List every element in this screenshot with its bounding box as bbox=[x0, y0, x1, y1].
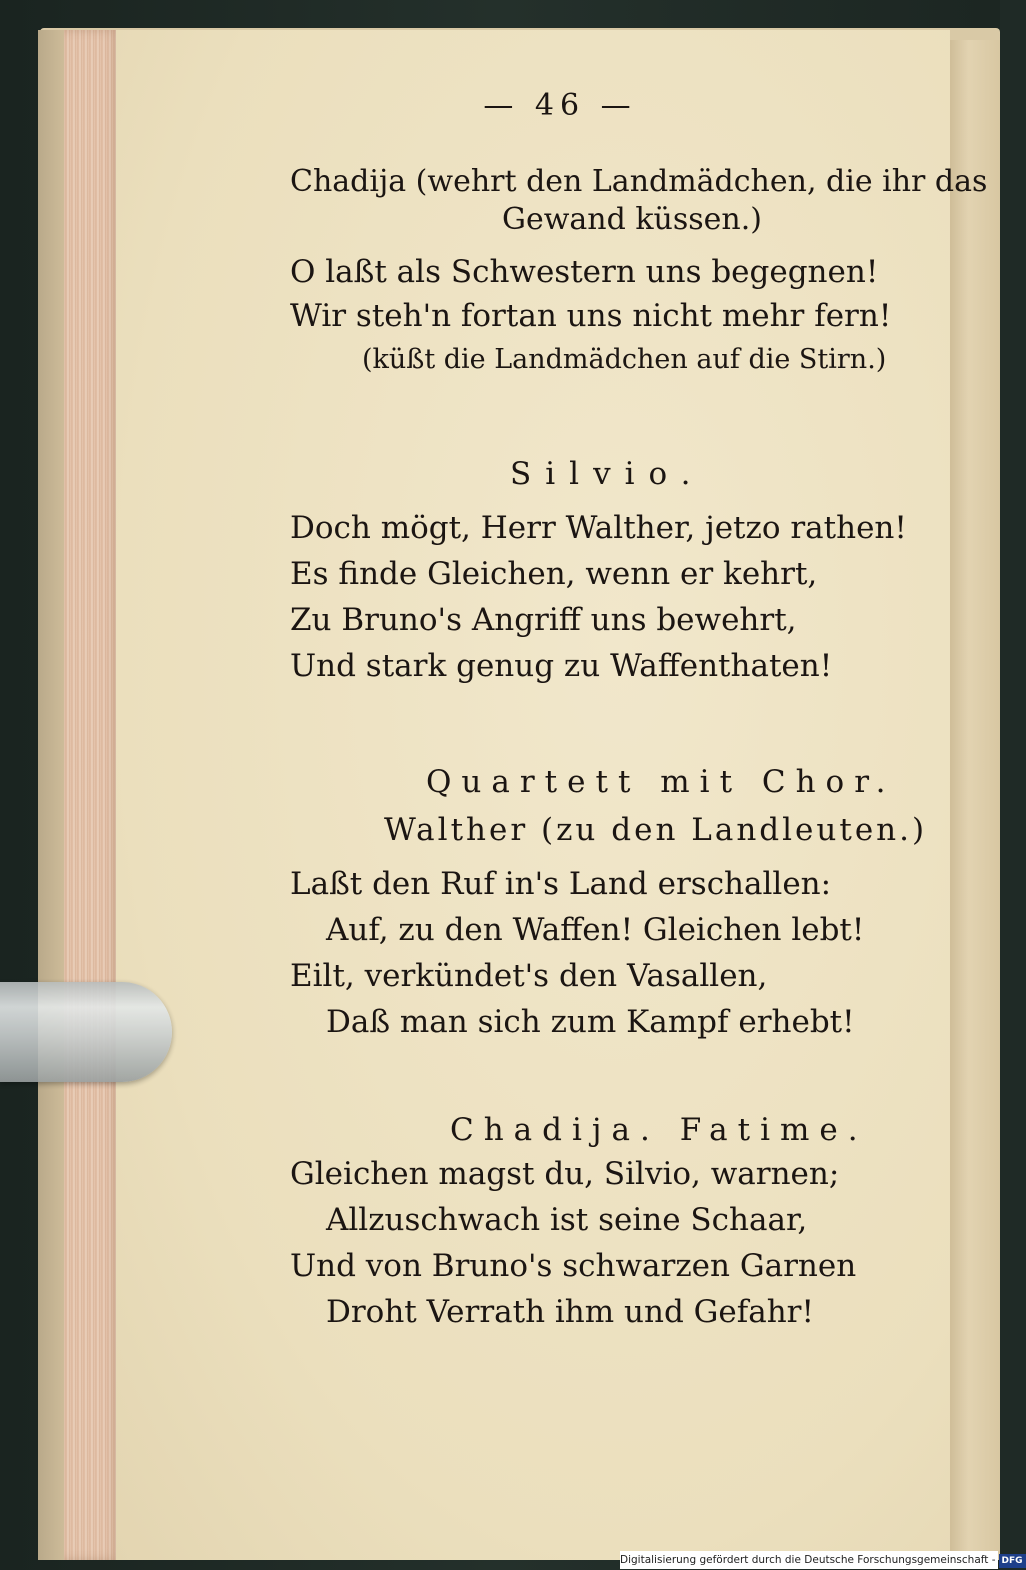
verse-line: Allzuschwach ist seine Schaar, bbox=[326, 1202, 808, 1238]
stage-direction-line: Chadija (wehrt den Landmädchen, die ihr das bbox=[290, 164, 988, 199]
verse-line: Gleichen magst du, Silvio, warnen; bbox=[290, 1156, 840, 1192]
speaker-heading: Walther (zu den Landleuten.) bbox=[384, 812, 928, 848]
scanner-finger-clamp bbox=[0, 982, 172, 1082]
stage-direction-line: (küßt die Landmädchen auf die Stirn.) bbox=[362, 344, 887, 375]
page-edges bbox=[64, 30, 120, 1560]
verse-line: Wir steh'n fortan uns nicht mehr fern! bbox=[290, 298, 892, 334]
verse-line: Auf, zu den Waffen! Gleichen lebt! bbox=[326, 912, 865, 948]
speaker-heading: Chadija. Fatime. bbox=[450, 1112, 868, 1148]
verse-line: Es finde Gleichen, wenn er kehrt, bbox=[290, 556, 818, 592]
speaker-heading: Silvio. bbox=[510, 456, 705, 492]
verse-line: Doch mögt, Herr Walther, jetzo rathen! bbox=[290, 510, 907, 546]
book-spine-shadow bbox=[38, 30, 66, 1560]
section-heading: Quartett mit Chor. bbox=[426, 764, 896, 800]
verse-line: O laßt als Schwestern uns begegnen! bbox=[290, 254, 879, 290]
verse-line: Zu Bruno's Angriff uns bewehrt, bbox=[290, 602, 797, 638]
facing-page-edge bbox=[948, 40, 1000, 1560]
verse-line: Daß man sich zum Kampf erhebt! bbox=[326, 1004, 855, 1040]
verse-line: Laßt den Ruf in's Land erschallen: bbox=[290, 866, 832, 902]
verse-line: Und von Bruno's schwarzen Garnen bbox=[290, 1248, 857, 1284]
verse-line: Eilt, verkündet's den Vasallen, bbox=[290, 958, 768, 994]
verse-line: Und stark genug zu Waffenthaten! bbox=[290, 648, 833, 684]
verse-line: Droht Verrath ihm und Gefahr! bbox=[326, 1294, 814, 1330]
digitization-credit-text: Digitalisierung gefördert durch die Deutsche Forschungsgemeinschaft - bbox=[620, 1554, 996, 1566]
dfg-logo: DFG bbox=[999, 1554, 1026, 1568]
digitization-credit bbox=[620, 1551, 1023, 1569]
stage-direction-line: Gewand küssen.) bbox=[502, 202, 762, 237]
page-number: — 46 — bbox=[483, 88, 637, 123]
